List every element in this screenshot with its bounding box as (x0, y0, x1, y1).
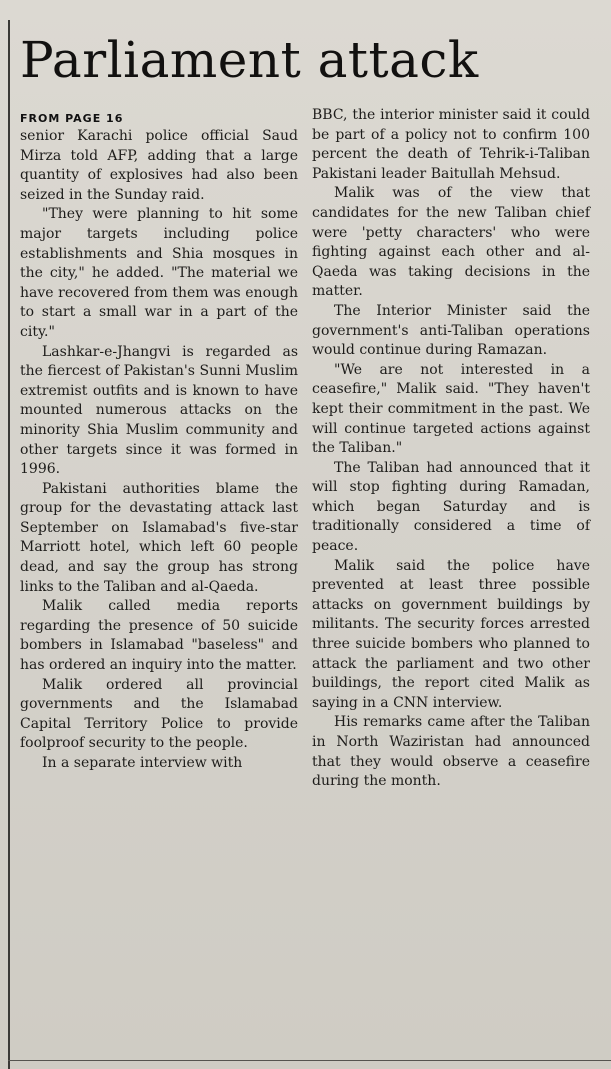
paragraph: senior Karachi police official Saud Mirza told AFP, adding that a large quantity of explosives had also been seized in the Sunday raid. (20, 128, 298, 203)
paragraph: The Interior Minister said the government's anti-Taliban operations would continue during Ramazan. (312, 302, 590, 359)
bottom-rule (8, 1060, 611, 1061)
paragraph: Lashkar-e-Jhangvi is regarded as the fiercest of Pakistan's Sunni Muslim extremist outfits and is known to have mounted numerous attacks on the minority Shia Muslim community and other targets since it was formed in 1996. (20, 343, 298, 478)
column-rule-left (8, 20, 10, 1069)
headline: Parliament attack (20, 31, 479, 89)
paragraph: Malik ordered all provincial governments and the Islamabad Capital Territory Police to provide foolproof security to the people. (20, 676, 298, 752)
paragraph: Malik said the police have prevented at least three possible attacks on government buildings by militants. The security forces arrested three suicide bombers who planned to attack the parliament and two other buildings, the report cited Malik as saying in a CNN interview. (312, 557, 590, 711)
paragraph: In a separate interview with (42, 755, 243, 771)
paragraph: Malik was of the view that candidates for the new Taliban chief were 'petty characters' who were fighting against each other and al-Qaeda was taking decisions in the matter. (312, 185, 590, 300)
paragraph: His remarks came after the Taliban in North Waziristan had announced that they would observe a ceasefire during the month. (312, 714, 590, 790)
continuation-kicker: FROM PAGE 16 (20, 112, 124, 125)
article-column-right (312, 106, 590, 792)
paragraph: Pakistani authorities blame the group for the devastating attack last September on Islamabad's five-star Marriott hotel, which left 60 people dead, and say the group has strong links to the Taliban and al-Qaeda. (20, 480, 298, 595)
article-column-left (20, 112, 298, 774)
paragraph: Malik called media reports regarding the presence of 50 suicide bombers in Islamabad "baseless" and has ordered an inquiry into the matter. (20, 598, 298, 674)
paragraph: BBC, the interior minister said it could be part of a policy not to confirm 100 percent the death of Tehrik-i-Taliban Pakistani leader Baitullah Mehsud. (312, 107, 590, 182)
paragraph: "They were planning to hit some major targets including police establishments and Shia mosques in the city," he added. "The material we have recovered from them was enough to start a small war in a part of the city." (20, 206, 298, 340)
paragraph: The Taliban had announced that it will stop fighting during Ramadan, which began Saturday and is traditionally considered a time of peace. (312, 459, 590, 555)
paragraph: "We are not interested in a ceasefire," Malik said. "They haven't kept their commitment in the past. We will continue targeted actions against the Taliban." (312, 361, 590, 457)
